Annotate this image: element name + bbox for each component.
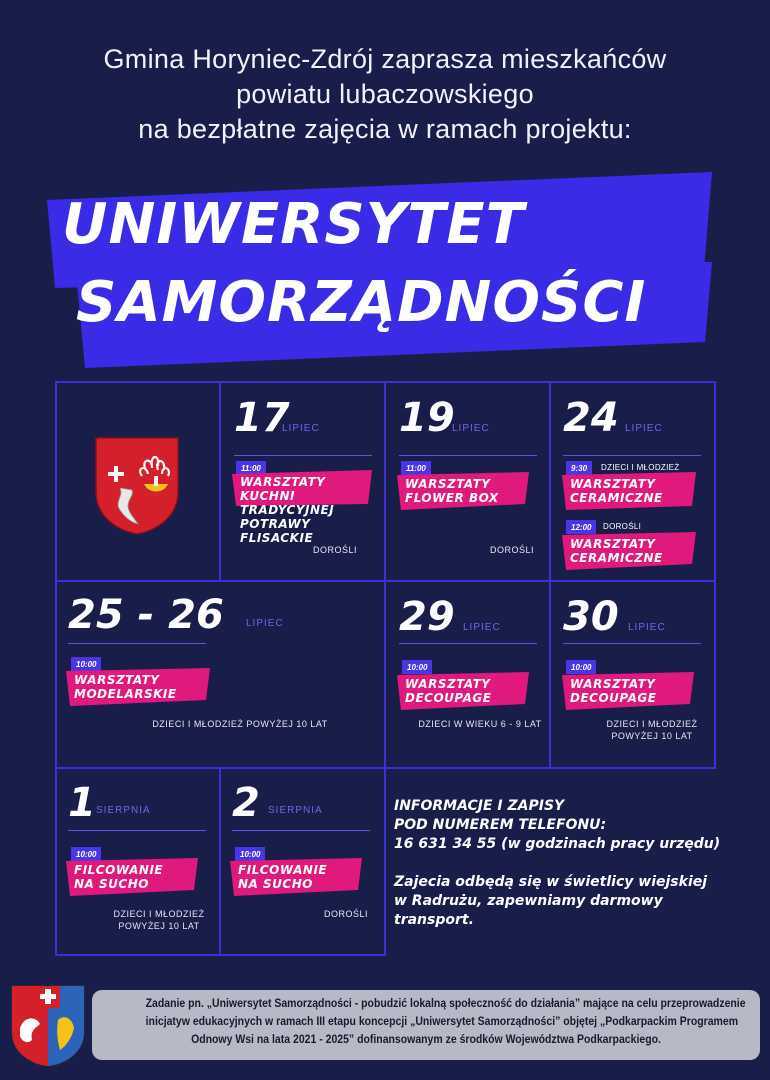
event-month: LIPIEC <box>246 618 284 629</box>
workshop-label <box>562 532 702 572</box>
workshop-name: WARSZTATY CERAMICZNE <box>570 537 663 565</box>
divider <box>399 643 537 644</box>
event-time: 12:00 <box>566 520 596 534</box>
info-block <box>394 797 764 930</box>
workshop-label <box>66 668 216 708</box>
workshop-name: WARSZTATY KUCHNI TRADYCYJNEJ POTRAWY FLISACKIE <box>240 475 335 545</box>
workshop-name: WARSZTATY DECOUPAGE <box>570 677 657 705</box>
info-line: transport. <box>394 912 474 928</box>
intro-line: Gmina Horyniec-Zdrój zaprasza mieszkańców <box>103 44 667 74</box>
workshop-label <box>397 672 537 712</box>
event-month: LIPIEC <box>628 622 666 633</box>
event-audience: DOROŚLI <box>489 545 534 555</box>
intro-line: powiatu lubaczowskiego <box>236 79 534 109</box>
workshop-name: WARSZTATY CERAMICZNE <box>570 477 663 505</box>
grid-line <box>714 381 716 769</box>
event-day: 17 <box>234 395 290 441</box>
info-line: POD NUMEREM TELEFONU: <box>394 817 607 833</box>
title-line-1: UNIWERSYTET <box>62 192 525 257</box>
event-month: LIPIEC <box>452 423 490 434</box>
workshop-label <box>66 858 206 898</box>
workshop-name: WARSZTATY DECOUPAGE <box>405 677 492 705</box>
footer-line: inicjatyw edukacyjnych w ramach III etapu koncepcji „Uniwersytet Samorządności” objętej „Podkarpackim Programem <box>145 1014 739 1028</box>
workshop-name: FILCOWANIE NA SUCHO <box>238 863 328 891</box>
workshop-label <box>232 470 382 545</box>
event-day: 30 <box>563 594 619 640</box>
event-time: 11:00 <box>401 461 431 475</box>
event-time: 9:30 <box>566 461 592 475</box>
grid-line <box>549 381 551 769</box>
divider <box>563 643 701 644</box>
info-line: w Radrużu, zapewniamy darmowy <box>394 893 663 909</box>
event-day: 1 <box>68 780 96 826</box>
footer-line: Zadanie pn. „Uniwersytet Samorządności - pobudzić lokalną społeczność do działania” mające na celu przeprowadzenie <box>145 996 746 1010</box>
footer-line: Odnowy Wsi na lata 2021 - 2025” dofinansowanym ze środków Województwa Podkarpackiego. <box>191 1032 661 1046</box>
workshop-label <box>397 472 537 512</box>
divider <box>68 643 206 644</box>
event-day: 19 <box>399 395 455 441</box>
event-month: LIPIEC <box>625 423 663 434</box>
divider <box>399 455 537 456</box>
divider <box>234 455 372 456</box>
event-month: LIPIEC <box>282 423 320 434</box>
workshop-label <box>230 858 370 898</box>
event-audience: DZIECI I MŁODZIEŻ <box>601 463 680 472</box>
event-time: 11:00 <box>236 461 266 475</box>
workshop-name: FILCOWANIE NA SUCHO <box>74 863 164 891</box>
workshop-name: WARSZTATY FLOWER BOX <box>405 477 499 505</box>
event-audience: DZIECI W WIEKU 6 - 9 LAT <box>418 719 542 729</box>
event-month: SIERPNIA <box>96 805 151 816</box>
event-time: 10:00 <box>71 657 101 671</box>
event-day: 2 <box>232 780 260 826</box>
intro-line: na bezpłatne zajęcia w ramach projektu: <box>138 114 632 144</box>
event-day: 25 - 26 <box>68 592 224 638</box>
coat-of-arms-podkarpackie <box>10 984 86 1068</box>
footer-text <box>145 994 746 1048</box>
grid-line <box>55 381 57 956</box>
event-audience: DZIECI I MŁODZIEŻ POWYŻEJ 10 LAT <box>152 719 328 729</box>
grid-line <box>219 767 221 956</box>
event-time: 10:00 <box>71 847 101 861</box>
event-time: 10:00 <box>566 660 596 674</box>
divider <box>68 830 206 831</box>
divider <box>232 830 370 831</box>
grid-line <box>219 381 221 581</box>
info-phone: 16 631 34 55 (w godzinach pracy urzędu) <box>394 836 721 852</box>
event-audience: DOROŚLI <box>323 909 368 919</box>
coat-of-arms-horyniec <box>94 436 180 536</box>
grid-line <box>384 381 386 956</box>
event-month: SIERPNIA <box>268 805 323 816</box>
event-time: 10:00 <box>402 660 432 674</box>
workshop-name: WARSZTATY MODELARSKIE <box>74 673 177 701</box>
title-line-2: SAMORZĄDNOŚCI <box>76 270 647 335</box>
event-month: LIPIEC <box>463 622 501 633</box>
event-audience: DOROŚLI <box>603 522 642 531</box>
event-time: 10:00 <box>235 847 265 861</box>
workshop-label <box>562 472 702 512</box>
workshop-label <box>562 672 702 712</box>
event-day: 29 <box>399 594 455 640</box>
divider <box>563 455 701 456</box>
info-line: INFORMACJE I ZAPISY <box>394 798 565 814</box>
event-day: 24 <box>563 395 619 441</box>
event-audience: DZIECI I MŁODZIEŻ POWYŻEJ 10 LAT <box>113 909 205 931</box>
info-line: Zajecia odbędą się w świetlicy wiejskiej <box>394 874 708 890</box>
event-audience: DOROŚLI <box>312 545 357 555</box>
event-audience: DZIECI I MŁODZIEŻ POWYŻEJ 10 LAT <box>606 719 698 741</box>
